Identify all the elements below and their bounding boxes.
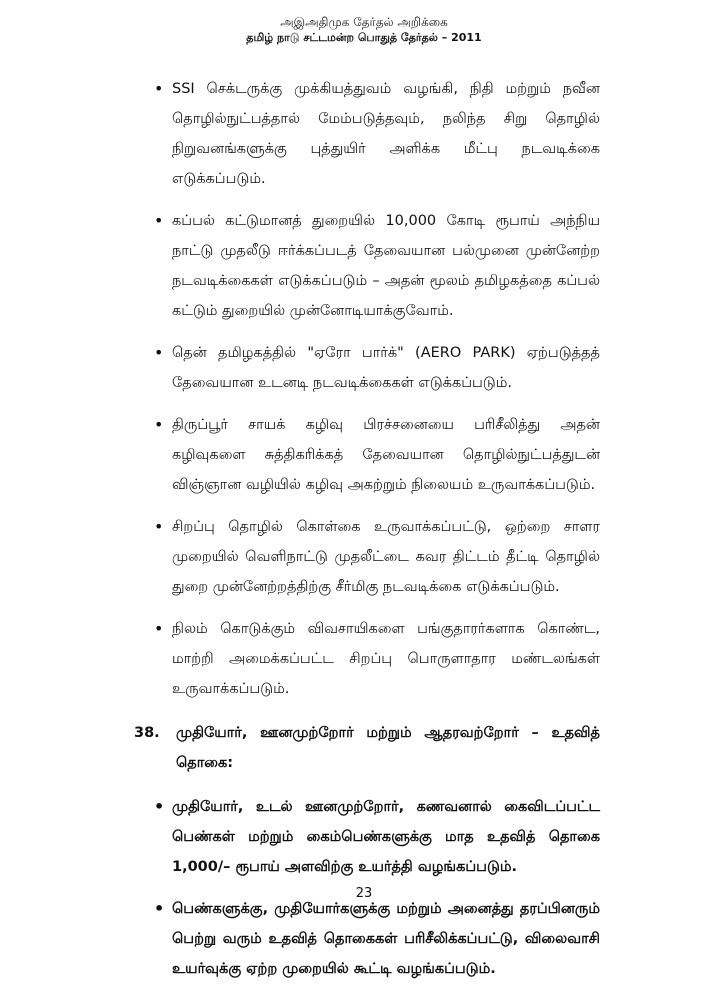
list-item <box>154 894 600 984</box>
list-item-text: நிலம் கொடுக்கும் விவசாயிகளை பங்குதாரர்களாக கொண்ட, மாற்றி அமைக்கப்பட்ட சிறப்பு பொருளாதார மண்டலங்கள் உருவாக்கப்படும். <box>172 621 600 697</box>
bullet-icon: • <box>154 415 164 434</box>
list-item <box>154 74 600 194</box>
list-item <box>154 338 600 398</box>
list-item-text: தென் தமிழகத்தில் "ஏரோ பார்க்" (AERO PARK) ஏற்படுத்தத் தேவையான உடனடி நடவடிக்கைகள் எடுக்கப்படும். <box>172 345 600 391</box>
page-number: 23 <box>355 886 373 901</box>
bullet-icon: • <box>154 211 164 230</box>
bullet-icon: • <box>154 517 164 536</box>
section-number: 38. <box>134 725 160 741</box>
header-line-1: அஇஅதிமுக தேர்தல் அறிக்கை <box>280 15 448 29</box>
bullet-list-industry <box>0 74 728 704</box>
list-item-text: திருப்பூர் சாயக் கழிவு பிரச்சனையை பரிசீலித்து அதன் கழிவுகளை சுத்திகரிக்கத் தேவையான தொழில்நுட்பத்துடன் விஞ்ஞான வழியில் கழிவு அகற்றும் நிலையம் உருவாக்கப்படும். <box>172 417 600 493</box>
list-item <box>154 792 600 882</box>
list-item <box>154 614 600 704</box>
bullet-icon: • <box>154 619 164 638</box>
list-item-text: பெண்களுக்கு, முதியோர்களுக்கு மற்றும் அனைத்து தரப்பினரும் பெற்று வரும் உதவித் தொகைகள் பரிசீலிக்கப்பட்டு, விலைவாசி உயர்வுக்கு ஏற்ற முறையில் கூட்டி வழங்கப்படும். <box>172 901 600 977</box>
section-title: முதியோர், ஊனமுற்றோர் மற்றும் ஆதரவற்றோர் – உதவித் தொகை: <box>176 725 600 771</box>
page-content <box>0 74 728 996</box>
bullet-icon: • <box>154 797 165 816</box>
bullet-icon: • <box>154 79 164 98</box>
list-item-text: SSI செக்டருக்கு முக்கியத்துவம் வழங்கி, நிதி மற்றும் நவீன தொழில்நுட்பத்தால் மேம்படுத்தவும், நலிந்த சிறு தொழில் நிறுவனங்களுக்கு புத்துயிர் அளிக்க மீட்பு நடவடிக்கை எடுக்கப்படும். <box>172 81 600 187</box>
list-item-text: முதியோர், உடல் ஊனமுற்றோர், கணவனால் கைவிடப்பட்ட பெண்கள் மற்றும் கைம்பெண்களுக்கு மாத உதவித் தொகை 1,000/– ரூபாய் அளவிற்கு உயர்த்தி வழங்கப்படும். <box>172 799 600 875</box>
list-item-text: கப்பல் கட்டுமானத் துறையில் 10,000 கோடி ரூபாய் அந்நிய நாட்டு முதலீடு ஈர்க்கப்படத் தேவையான பல்முனை முன்னேற்ற நடவடிக்கைகள் எடுக்கப்படும் – அதன் மூலம் தமிழகத்தை கப்பல் கட்டும் துறையில் முன்னோடியாக்குவோம். <box>172 213 600 319</box>
list-item <box>154 206 600 326</box>
list-item-text: சிறப்பு தொழில் கொள்கை உருவாக்கப்பட்டு, ஒற்றை சாளர முறையில் வெளிநாட்டு முதலீட்டை கவர திட்டம் தீட்டி தொழில் துறை முன்னேற்றத்திற்கு சீர்மிகு நடவடிக்கை எடுக்கப்படும். <box>172 519 600 595</box>
bullet-icon: • <box>154 343 164 362</box>
list-item <box>154 512 600 602</box>
bullet-icon: • <box>154 899 165 918</box>
list-item <box>154 410 600 500</box>
page-header <box>0 14 728 46</box>
section-heading <box>0 718 728 778</box>
header-line-2: தமிழ் நாடு சட்டமன்ற பொதுத் தேர்தல் – 2011 <box>246 31 482 44</box>
